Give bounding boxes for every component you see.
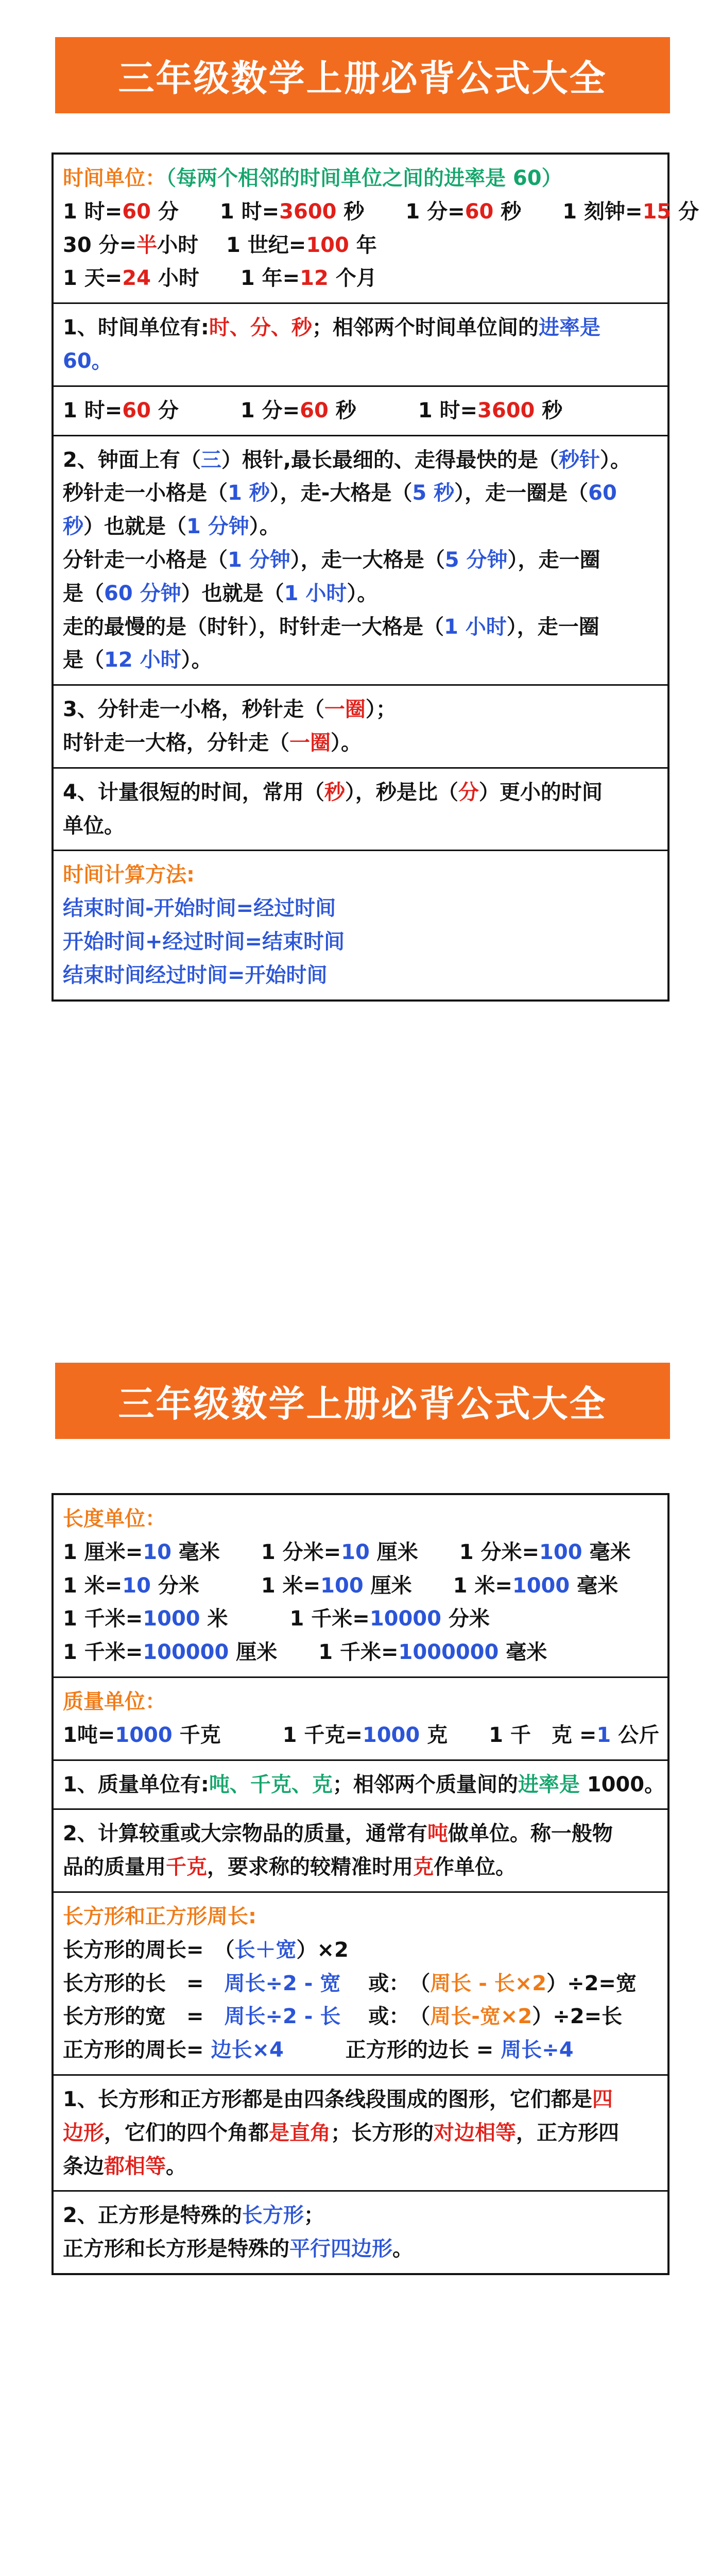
formula-block	[54, 1893, 667, 2076]
text-segment: 时间计算方法:	[63, 863, 195, 887]
formula-line	[63, 345, 658, 378]
text-segment: 小时 1 年=	[150, 266, 300, 291]
text-segment: ），走一大格是（	[290, 548, 445, 572]
text-segment: 1000。	[579, 1772, 665, 1797]
text-segment: 1吨=	[63, 1723, 115, 1747]
formula-line	[63, 1536, 658, 1569]
text-segment: 5 秒	[412, 481, 455, 505]
text-segment: ；	[303, 2204, 324, 2228]
text-segment: 1 分钟	[228, 548, 290, 572]
text-segment: 秒针	[559, 448, 600, 472]
text-segment: 长方形和正方形周长:	[63, 1904, 256, 1928]
formula-line	[63, 959, 658, 992]
text-segment: 做单位。称一般物	[448, 1822, 613, 1846]
text-segment: 吨	[427, 1822, 448, 1846]
text-segment: 边长×4	[211, 2038, 284, 2062]
formula-line	[63, 858, 658, 892]
text-segment: 60	[122, 199, 151, 224]
text-segment: 小时 1 世纪=	[157, 233, 306, 257]
text-segment: ），走一圈	[506, 615, 599, 639]
text-segment: 千克	[166, 1855, 207, 1879]
formula-line	[63, 643, 658, 677]
text-segment: 分	[671, 199, 699, 224]
formula-block	[54, 155, 699, 304]
text-segment: 长方形	[242, 2204, 304, 2228]
formula-line	[63, 809, 658, 843]
text-segment: 克	[413, 1855, 434, 1879]
formula-line	[63, 776, 658, 809]
text-segment: 4、计量很短的时间，常用（	[63, 780, 324, 804]
text-segment: 分米 1 米=	[150, 1573, 321, 1598]
text-segment: 60 分钟	[104, 581, 181, 605]
text-segment: ，要求称的较精准时用	[207, 1855, 413, 1879]
text-segment: ）。	[347, 581, 378, 605]
text-segment: 1 厘米=	[63, 1540, 143, 1564]
formula-line	[63, 510, 658, 544]
formula-line	[63, 577, 658, 611]
text-segment: 分 1 分=	[150, 398, 300, 422]
formula-line	[63, 2232, 658, 2266]
formula-block	[54, 387, 667, 436]
formula-line	[63, 195, 699, 229]
text-segment: 60	[588, 481, 617, 505]
text-segment: ）×2	[296, 1938, 349, 1962]
text-segment: 开始时间+经过时间=结束时间	[63, 929, 345, 954]
text-segment: 秒	[535, 398, 563, 422]
text-segment: 10	[143, 1540, 171, 1564]
formula-line	[63, 1768, 665, 1802]
text-segment: 1 小时	[444, 615, 507, 639]
text-segment: 1 时=	[63, 199, 123, 224]
formula-block	[54, 1761, 667, 1810]
formula-line	[63, 693, 658, 726]
text-segment: 1 千米=	[63, 1640, 143, 1665]
formula-block	[54, 769, 667, 852]
text-segment: 周长 - 长×2	[430, 1971, 547, 1995]
formula-block	[54, 1810, 667, 1893]
text-segment: 个月	[328, 266, 377, 291]
text-segment: 长方形的宽 =	[63, 2005, 225, 2029]
text-segment: 周长÷4	[501, 2038, 574, 2062]
text-segment: 15	[642, 199, 672, 224]
text-segment: 进率是	[538, 316, 600, 340]
text-segment: 2、正方形是特殊的	[63, 2204, 242, 2228]
text-segment: 一圈	[289, 731, 331, 755]
formula-line	[63, 1719, 658, 1752]
text-segment: 1、长方形和正方形都是由四条线段围成的图形，它们都是	[63, 2087, 592, 2111]
text-segment: ，它们的四个角都	[104, 2121, 269, 2145]
text-segment: 结束时间经过时间=开始时间	[63, 963, 328, 987]
text-segment: 30 分=	[63, 233, 137, 257]
text-segment: 100	[539, 1540, 582, 1564]
text-segment: 秒 1 刻钟=	[493, 199, 643, 224]
formula-line	[63, 1602, 658, 1636]
formula-block	[54, 1678, 667, 1761]
text-segment: 单位。	[63, 814, 125, 838]
text-segment: 时针走一大格，分针走（	[63, 731, 289, 755]
text-segment: 平行四边形	[289, 2237, 392, 2261]
formula-line	[63, 1502, 658, 1536]
formula-line	[63, 262, 658, 295]
formula-block	[54, 1495, 667, 1678]
text-segment: ），秒是比（	[345, 780, 458, 804]
text-segment: ），走一圈是（	[454, 481, 589, 505]
formula-line	[63, 1967, 658, 2001]
text-segment: ）也就是（	[83, 515, 186, 539]
text-segment: 半	[136, 233, 158, 257]
formula-line	[63, 2083, 658, 2116]
formula-line	[63, 2150, 658, 2183]
text-segment: 10	[122, 1573, 151, 1598]
text-segment: 分米	[441, 1607, 490, 1631]
formula-line	[63, 162, 658, 195]
text-segment: 品的质量用	[63, 1855, 166, 1879]
text-segment: 1000	[115, 1723, 173, 1747]
formula-line	[63, 892, 658, 925]
text-segment: 1000	[512, 1573, 570, 1598]
text-segment: 分 1 时=	[150, 199, 280, 224]
text-segment: 秒	[63, 515, 83, 539]
text-segment: ，正方形四	[516, 2121, 619, 2145]
text-segment: 1 小时	[284, 581, 347, 605]
section-2-banner: 三年级数学上册必背公式大全	[55, 1363, 670, 1439]
text-segment: ）根针,最长最细的、走得最快的是（	[221, 448, 559, 472]
text-segment: 厘米 1 千米=	[229, 1640, 399, 1665]
text-segment: 走的最慢的是（时针），时针走一大格是（	[63, 615, 444, 639]
text-segment: 长方形的周长= （	[63, 1938, 235, 1962]
text-segment: 60	[300, 398, 329, 422]
text-segment: 5 分钟	[444, 548, 508, 572]
formula-line	[63, 2033, 658, 2067]
formula-block	[54, 686, 667, 769]
text-segment: 长＋宽	[234, 1938, 297, 1962]
formula-block	[54, 304, 667, 387]
text-segment: 毫米	[582, 1540, 631, 1564]
text-segment: 3600	[477, 398, 535, 422]
text-segment: 10	[341, 1540, 370, 1564]
text-segment: ）。	[249, 515, 280, 539]
text-segment: 10000	[369, 1607, 441, 1631]
text-segment: ；长方形的	[331, 2121, 434, 2145]
text-segment: ）也就是（	[181, 581, 284, 605]
text-segment: 公斤	[611, 1723, 660, 1747]
formula-line	[63, 2116, 658, 2150]
text-segment: 是（	[63, 648, 104, 672]
formula-line	[63, 477, 658, 510]
text-segment: 12	[300, 266, 329, 291]
text-segment: 对边相等	[434, 2121, 516, 2145]
text-segment: 吨、千克、克	[209, 1772, 333, 1797]
text-segment: 1 千米=	[63, 1607, 143, 1631]
formula-line	[63, 544, 658, 577]
text-segment: 24	[122, 266, 151, 291]
text-segment: 分针走一小格是（	[63, 548, 228, 572]
text-segment: ；相邻两个时间单位间的	[312, 316, 539, 340]
text-segment: 克 1 千 克 =	[420, 1723, 597, 1747]
text-segment: 1	[596, 1723, 611, 1747]
text-segment: 条边	[63, 2154, 104, 2178]
text-segment: 周长÷2 - 长	[224, 2005, 341, 2029]
section-2-card	[52, 1493, 670, 2275]
text-segment: 2、钟面上有（	[63, 448, 201, 472]
formula-block	[54, 2192, 667, 2273]
text-segment: 毫米	[570, 1573, 619, 1598]
text-segment: 60	[465, 199, 494, 224]
text-segment: ）；	[365, 698, 397, 722]
text-segment: 毫米 1 分米=	[171, 1540, 341, 1564]
text-segment: ）。	[600, 448, 631, 472]
formula-line	[63, 2000, 658, 2033]
formula-line	[63, 311, 658, 345]
text-segment: ），走一圈	[507, 548, 600, 572]
formula-line	[63, 726, 658, 760]
text-segment: 1、质量单位有:	[63, 1772, 209, 1797]
text-segment: 结束时间-开始时间=经过时间	[63, 896, 336, 921]
text-segment: 时、分、秒	[209, 316, 312, 340]
text-segment: 都相等	[104, 2154, 166, 2178]
text-segment: ；相邻两个质量间的	[332, 1772, 518, 1797]
formula-line	[63, 1900, 658, 1934]
formula-line	[63, 611, 658, 644]
text-segment: 长方形的长 =	[63, 1971, 225, 1995]
text-segment: 边形	[63, 2121, 104, 2145]
text-segment: 1 分钟	[186, 515, 249, 539]
text-segment: 是直角	[269, 2121, 331, 2145]
formula-line	[63, 1934, 658, 1967]
text-segment: 12 小时	[104, 648, 181, 672]
formula-line	[63, 444, 658, 477]
text-segment: 秒	[324, 780, 345, 804]
text-segment: 秒 1 时=	[328, 398, 478, 422]
formula-line	[63, 1636, 658, 1669]
text-segment: 三	[200, 448, 221, 472]
text-segment: 秒 1 分=	[336, 199, 465, 224]
text-segment: 。	[392, 2237, 413, 2261]
text-segment: 是（	[63, 581, 104, 605]
text-segment: 1 天=	[63, 266, 123, 291]
text-segment: 3、分针走一小格，秒针走（	[63, 698, 324, 722]
text-segment: 或： （	[340, 1971, 431, 1995]
formula-line	[63, 1817, 658, 1851]
text-segment: 正方形的边长 =	[283, 2038, 501, 2062]
text-segment: 正方形的周长=	[63, 2038, 211, 2062]
text-segment: ），走-大格是（	[269, 481, 413, 505]
text-segment: 100	[320, 1573, 364, 1598]
text-segment: 3600	[279, 199, 337, 224]
text-segment: 1、时间单位有:	[63, 316, 209, 340]
text-segment: 或： （	[340, 2005, 431, 2029]
text-segment: 长度单位：	[63, 1507, 166, 1531]
text-segment: 进率是	[518, 1772, 580, 1797]
section-1-banner: 三年级数学上册必背公式大全	[55, 37, 670, 113]
formula-line	[63, 925, 658, 959]
formula-block	[54, 436, 667, 686]
formula-line	[63, 1685, 658, 1719]
text-segment: 1000	[362, 1723, 420, 1747]
text-segment: 60	[122, 398, 151, 422]
text-segment: 四	[592, 2087, 613, 2111]
text-segment: 1 秒	[228, 481, 270, 505]
text-segment: 厘米 1 分米=	[369, 1540, 540, 1564]
text-segment: 1000000	[398, 1640, 499, 1665]
text-segment: 100	[306, 233, 349, 257]
text-segment: （每两个相邻的时间单位之间的进率是 60）	[166, 166, 562, 190]
formula-block	[54, 851, 667, 999]
text-segment: 千克 1 千克=	[172, 1723, 363, 1747]
text-segment: 秒针走一小格是（	[63, 481, 228, 505]
text-segment: 作单位。	[434, 1855, 516, 1879]
text-segment: 1 米=	[63, 1573, 123, 1598]
text-segment: 年	[349, 233, 377, 257]
formula-line	[63, 1851, 658, 1884]
text-segment: 分	[458, 780, 479, 804]
text-segment: ）÷2=长	[532, 2005, 623, 2029]
text-segment: 米 1 千米=	[200, 1607, 370, 1631]
formula-line	[63, 1569, 658, 1603]
text-segment: 质量单位：	[63, 1689, 166, 1714]
text-segment: 1 时=	[63, 398, 123, 422]
text-segment: ）。	[331, 731, 362, 755]
text-segment: 毫米	[499, 1640, 547, 1665]
text-segment: ）÷2=宽	[546, 1971, 637, 1995]
text-segment: 1000	[143, 1607, 200, 1631]
text-segment: 时间单位：	[63, 166, 166, 190]
text-segment: 正方形和长方形是特殊的	[63, 2237, 289, 2261]
text-segment: 100000	[143, 1640, 229, 1665]
text-segment: 2、计算较重或大宗物品的质量，通常有	[63, 1822, 427, 1846]
formula-line	[63, 2199, 658, 2232]
text-segment: 60。	[63, 349, 112, 373]
text-segment: 周长÷2 - 宽	[224, 1971, 341, 1995]
text-segment: 一圈	[324, 698, 366, 722]
formula-line	[63, 394, 658, 428]
text-segment: ）更小的时间	[478, 780, 603, 804]
text-segment: 周长-宽×2	[430, 2005, 533, 2029]
text-segment: ）。	[181, 648, 212, 672]
formula-block	[54, 2076, 667, 2192]
text-segment: 。	[166, 2154, 186, 2178]
section-1-card	[52, 152, 699, 1002]
formula-line	[63, 229, 658, 262]
text-segment: 厘米 1 米=	[363, 1573, 512, 1598]
